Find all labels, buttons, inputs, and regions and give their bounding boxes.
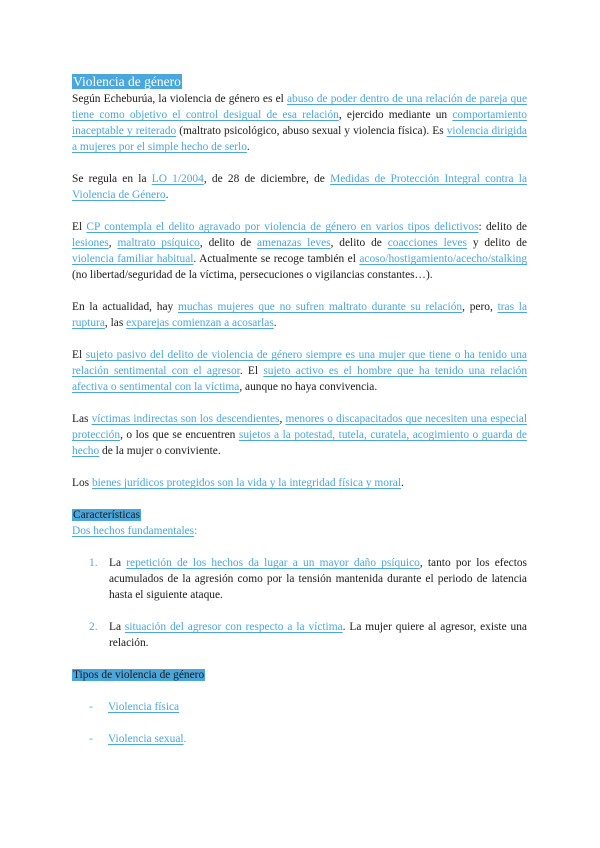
underlined-phrase: acoso/hostigamiento/acecho/stalking [359,253,528,265]
text: La [109,557,127,569]
underlined-phrase: coacciones leves [387,237,467,249]
text: El [72,349,86,361]
underlined-phrase: sujeto pasivo del delito de violencia de género siempre es una mujer que tiene o ha tenido una relación sentimental con el agresor [72,349,527,377]
underlined-phrase: Violencia física [108,701,180,713]
list-number: 2. [89,621,98,633]
underlined-phrase: amenazas leves [257,237,331,249]
text: (no libertad/seguridad de la víctima, persecuciones o vigilancias constantes…). [72,269,433,281]
text: En la actualidad, hay [72,301,178,313]
heading-text: Tipos de violencia de género [73,669,205,681]
text: , las [104,317,127,329]
underlined-phrase: lesiones [72,237,109,249]
underlined-phrase: menores o discapacitados que necesiten una especial protección [72,413,527,441]
list-number: 1. [89,557,98,569]
text: , tanto por los efectos acumulados de la agresión como por la tensión mantenida durante el periodo de latencia hasta el siguiente ataque. [109,557,527,601]
paragraph-current-situation [72,299,527,331]
paragraph-legal-goods [72,475,527,491]
text: . [183,733,187,745]
facts-list [72,555,527,651]
text: , ejercido mediante un [338,109,453,121]
underlined-phrase: Dos hechos fundamentales [72,525,195,537]
list-item [72,731,527,747]
document-body [72,73,527,747]
paragraph-subjects [72,347,527,395]
paragraph-definition [72,91,527,155]
underlined-phrase: sujetos a la potestad, tutela, curatela, acogimiento o guarda de hecho [72,429,527,457]
text: , o los que se encuentren [120,429,239,441]
text: Los [72,477,92,489]
text: , [108,237,118,249]
heading-text: Características [73,509,141,521]
underlined-phrase: maltrato psíquico [117,237,200,249]
text: (maltrato psicológico, abuso sexual y violencia física). Es [176,125,447,137]
text: El [72,221,87,233]
text: . [246,141,250,153]
text: : delito de [478,221,527,233]
underlined-phrase: violencia dirigida a mujeres por el simple hecho de serlo [72,125,527,153]
underlined-phrase: comportamiento inaceptable y reiterado [72,109,527,137]
document-title [72,73,527,91]
section-heading-caracteristicas [72,507,527,523]
title-text: Violencia de género [73,74,181,89]
list-item [72,619,527,651]
underlined-phrase: tras la ruptura [72,301,527,329]
text: , delito de [199,237,258,249]
text: , [279,413,286,425]
underlined-phrase: bienes jurídicos protegidos son la vida y la integridad física y moral [91,477,401,489]
text: , pero, [462,301,498,313]
underlined-phrase: CP contempla el delito agravado por violencia de género en varios tipos delictivos [86,221,479,233]
text: Las [72,413,92,425]
text: La [109,621,125,633]
list-item [72,699,527,715]
underlined-phrase: situación del agresor con respecto a la víctima [124,621,343,633]
text: . [273,317,277,329]
underlined-phrase: repetición de los hechos da lugar a un mayor daño psíquico [126,557,420,569]
text: de la mujer o conviviente. [99,445,221,457]
text: , aunque no haya convivencia. [239,381,378,393]
underlined-phrase: abuso de poder dentro de una relación de pareja que tiene como objetivo el control desigual de esa relación [72,93,527,121]
underlined-phrase: exparejas comienzan a acosarlas [126,317,274,329]
section-subheading [72,523,527,539]
text: . [165,189,169,201]
text: . Actualmente se recoge también el [193,253,360,265]
text: . El [239,365,264,377]
underlined-phrase: LO 1/2004 [151,173,204,185]
paragraph-indirect-victims [72,411,527,459]
section-heading-tipos [72,667,527,683]
text: Según Echeburúa, la violencia de género es el [72,93,287,105]
text: y delito de [466,237,527,249]
text: . La mujer quiere al agresor, existe una relación. [109,621,527,649]
types-list [72,699,527,747]
underlined-phrase: muchas mujeres que no sufren maltrato durante su relación [178,301,463,313]
text: , delito de [330,237,388,249]
underlined-phrase: Violencia sexual [108,733,184,745]
list-item [72,555,527,603]
list-dash: - [89,701,93,713]
text: : [194,525,198,537]
text: Se regula en la [72,173,152,185]
underlined-phrase: víctimas indirectas son los descendientes [91,413,280,425]
paragraph-regulation [72,171,527,203]
underlined-phrase: Medidas de Protección Integral contra la Violencia de Género [72,173,528,201]
text: , de 28 de diciembre, de [203,173,331,185]
underlined-phrase: violencia familiar habitual [72,253,194,265]
list-dash: - [89,733,93,745]
underlined-phrase: sujeto activo es el hombre que ha tenido una relación afectiva o sentimental con la víctima [72,365,528,393]
paragraph-penal-code [72,219,527,283]
text: . [401,477,404,489]
